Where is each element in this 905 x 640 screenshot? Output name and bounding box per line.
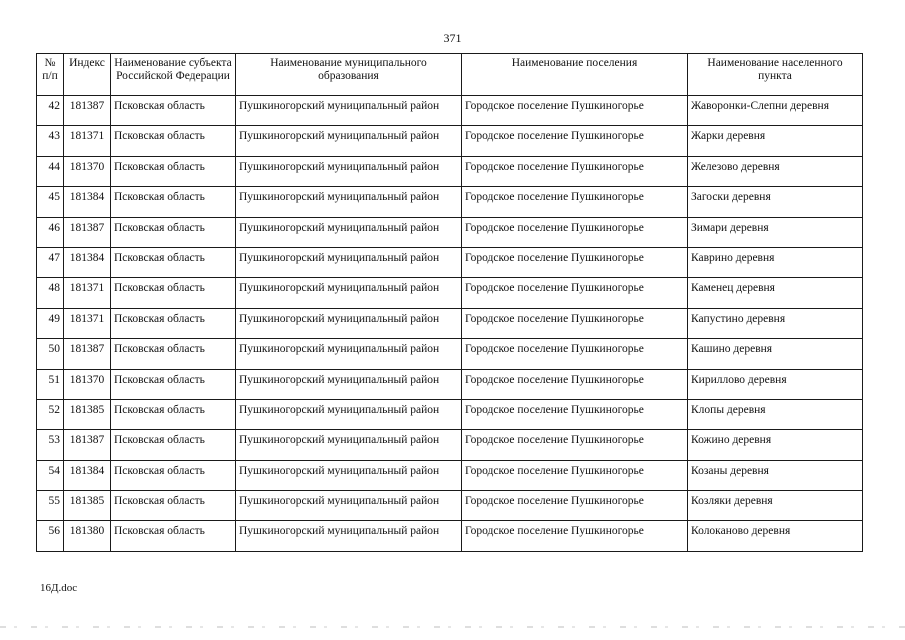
subject-name: Псковская область — [111, 187, 236, 217]
header-locality: Наименование населенного пункта — [688, 54, 863, 96]
municipality-name: Пушкиногорский муниципальный район — [236, 247, 462, 277]
postal-index: 181384 — [64, 460, 111, 490]
municipality-name: Пушкиногорский муниципальный район — [236, 278, 462, 308]
postal-index: 181387 — [64, 430, 111, 460]
settlement-name: Городское поселение Пушкиногорье — [462, 460, 688, 490]
settlement-name: Городское поселение Пушкиногорье — [462, 126, 688, 156]
page-number: 371 — [443, 31, 462, 45]
row-number: 51 — [37, 369, 64, 399]
file-name: 16Д.doc — [40, 582, 78, 594]
table-row — [37, 156, 863, 186]
municipality-name: Пушкиногорский муниципальный район — [236, 460, 462, 490]
table-row — [37, 247, 863, 277]
subject-name: Псковская область — [111, 430, 236, 460]
settlement-name: Городское поселение Пушкиногорье — [462, 521, 688, 551]
settlement-name: Городское поселение Пушкиногорье — [462, 217, 688, 247]
table-row — [37, 521, 863, 551]
table-row — [37, 308, 863, 338]
locality-name: Капустино деревня — [688, 308, 863, 338]
locality-name: Зимари деревня — [688, 217, 863, 247]
subject-name: Псковская область — [111, 96, 236, 126]
postal-index: 181387 — [64, 96, 111, 126]
settlement-name: Городское поселение Пушкиногорье — [462, 247, 688, 277]
subject-name: Псковская область — [111, 278, 236, 308]
settlement-name: Городское поселение Пушкиногорье — [462, 156, 688, 186]
row-number: 47 — [37, 247, 64, 277]
row-number: 53 — [37, 430, 64, 460]
table-header — [37, 54, 863, 96]
subject-name: Псковская область — [111, 369, 236, 399]
header-settlement: Наименование поселения — [462, 54, 688, 96]
subject-name: Псковская область — [111, 217, 236, 247]
row-number: 50 — [37, 339, 64, 369]
row-number: 46 — [37, 217, 64, 247]
locality-name: Железово деревня — [688, 156, 863, 186]
settlement-name: Городское поселение Пушкиногорье — [462, 491, 688, 521]
header-row — [37, 54, 863, 96]
row-number: 55 — [37, 491, 64, 521]
postal-index: 181385 — [64, 399, 111, 429]
table-row — [37, 460, 863, 490]
postal-index: 181370 — [64, 156, 111, 186]
row-number: 42 — [37, 96, 64, 126]
settlement-name: Городское поселение Пушкиногорье — [462, 399, 688, 429]
table-row — [37, 399, 863, 429]
locality-name: Кожино деревня — [688, 430, 863, 460]
row-number: 49 — [37, 308, 64, 338]
municipality-name: Пушкиногорский муниципальный район — [236, 217, 462, 247]
subject-name: Псковская область — [111, 339, 236, 369]
locality-name: Каврино деревня — [688, 247, 863, 277]
postal-index: 181384 — [64, 187, 111, 217]
row-number: 43 — [37, 126, 64, 156]
municipality-name: Пушкиногорский муниципальный район — [236, 430, 462, 460]
postal-index: 181371 — [64, 308, 111, 338]
postal-index: 181385 — [64, 491, 111, 521]
settlement-name: Городское поселение Пушкиногорье — [462, 339, 688, 369]
locality-name: Клопы деревня — [688, 399, 863, 429]
settlement-name: Городское поселение Пушкиногорье — [462, 430, 688, 460]
header-index: Индекс — [64, 54, 111, 96]
postal-index: 181380 — [64, 521, 111, 551]
locality-name: Колоканово деревня — [688, 521, 863, 551]
municipality-name: Пушкиногорский муниципальный район — [236, 156, 462, 186]
subject-name: Псковская область — [111, 399, 236, 429]
subject-name: Псковская область — [111, 156, 236, 186]
locality-name: Кашино деревня — [688, 339, 863, 369]
table-row — [37, 126, 863, 156]
settlement-name: Городское поселение Пушкиногорье — [462, 278, 688, 308]
table-row — [37, 339, 863, 369]
postal-index: 181371 — [64, 126, 111, 156]
scan-edge-noise — [0, 626, 905, 628]
subject-name: Псковская область — [111, 491, 236, 521]
postal-index: 181387 — [64, 339, 111, 369]
table-row — [37, 369, 863, 399]
subject-name: Псковская область — [111, 308, 236, 338]
table-body — [37, 96, 863, 552]
subject-name: Псковская область — [111, 126, 236, 156]
settlement-name: Городское поселение Пушкиногорье — [462, 96, 688, 126]
table-row — [37, 278, 863, 308]
postal-index: 181370 — [64, 369, 111, 399]
municipality-name: Пушкиногорский муниципальный район — [236, 339, 462, 369]
municipality-name: Пушкиногорский муниципальный район — [236, 399, 462, 429]
postal-index: 181384 — [64, 247, 111, 277]
locality-name: Загоски деревня — [688, 187, 863, 217]
subject-name: Псковская область — [111, 460, 236, 490]
row-number: 44 — [37, 156, 64, 186]
settlements-table — [36, 53, 863, 552]
table-row — [37, 187, 863, 217]
row-number: 52 — [37, 399, 64, 429]
row-number: 54 — [37, 460, 64, 490]
row-number: 45 — [37, 187, 64, 217]
municipality-name: Пушкиногорский муниципальный район — [236, 126, 462, 156]
header-number: № п/п — [37, 54, 64, 96]
settlement-name: Городское поселение Пушкиногорье — [462, 187, 688, 217]
locality-name: Козаны деревня — [688, 460, 863, 490]
municipality-name: Пушкиногорский муниципальный район — [236, 369, 462, 399]
locality-name: Жаворонки-Слепни деревня — [688, 96, 863, 126]
postal-index: 181387 — [64, 217, 111, 247]
row-number: 48 — [37, 278, 64, 308]
postal-index: 181371 — [64, 278, 111, 308]
table-row — [37, 96, 863, 126]
header-municipality: Наименование муниципального образования — [236, 54, 462, 96]
locality-name: Жарки деревня — [688, 126, 863, 156]
settlement-name: Городское поселение Пушкиногорье — [462, 369, 688, 399]
municipality-name: Пушкиногорский муниципальный район — [236, 308, 462, 338]
table-row — [37, 491, 863, 521]
locality-name: Козляки деревня — [688, 491, 863, 521]
settlement-name: Городское поселение Пушкиногорье — [462, 308, 688, 338]
locality-name: Кириллово деревня — [688, 369, 863, 399]
municipality-name: Пушкиногорский муниципальный район — [236, 491, 462, 521]
row-number: 56 — [37, 521, 64, 551]
municipality-name: Пушкиногорский муниципальный район — [236, 187, 462, 217]
table-row — [37, 430, 863, 460]
municipality-name: Пушкиногорский муниципальный район — [236, 96, 462, 126]
subject-name: Псковская область — [111, 247, 236, 277]
municipality-name: Пушкиногорский муниципальный район — [236, 521, 462, 551]
header-subject: Наименование субъекта Российской Федерации — [111, 54, 236, 96]
table-row — [37, 217, 863, 247]
subject-name: Псковская область — [111, 521, 236, 551]
locality-name: Каменец деревня — [688, 278, 863, 308]
